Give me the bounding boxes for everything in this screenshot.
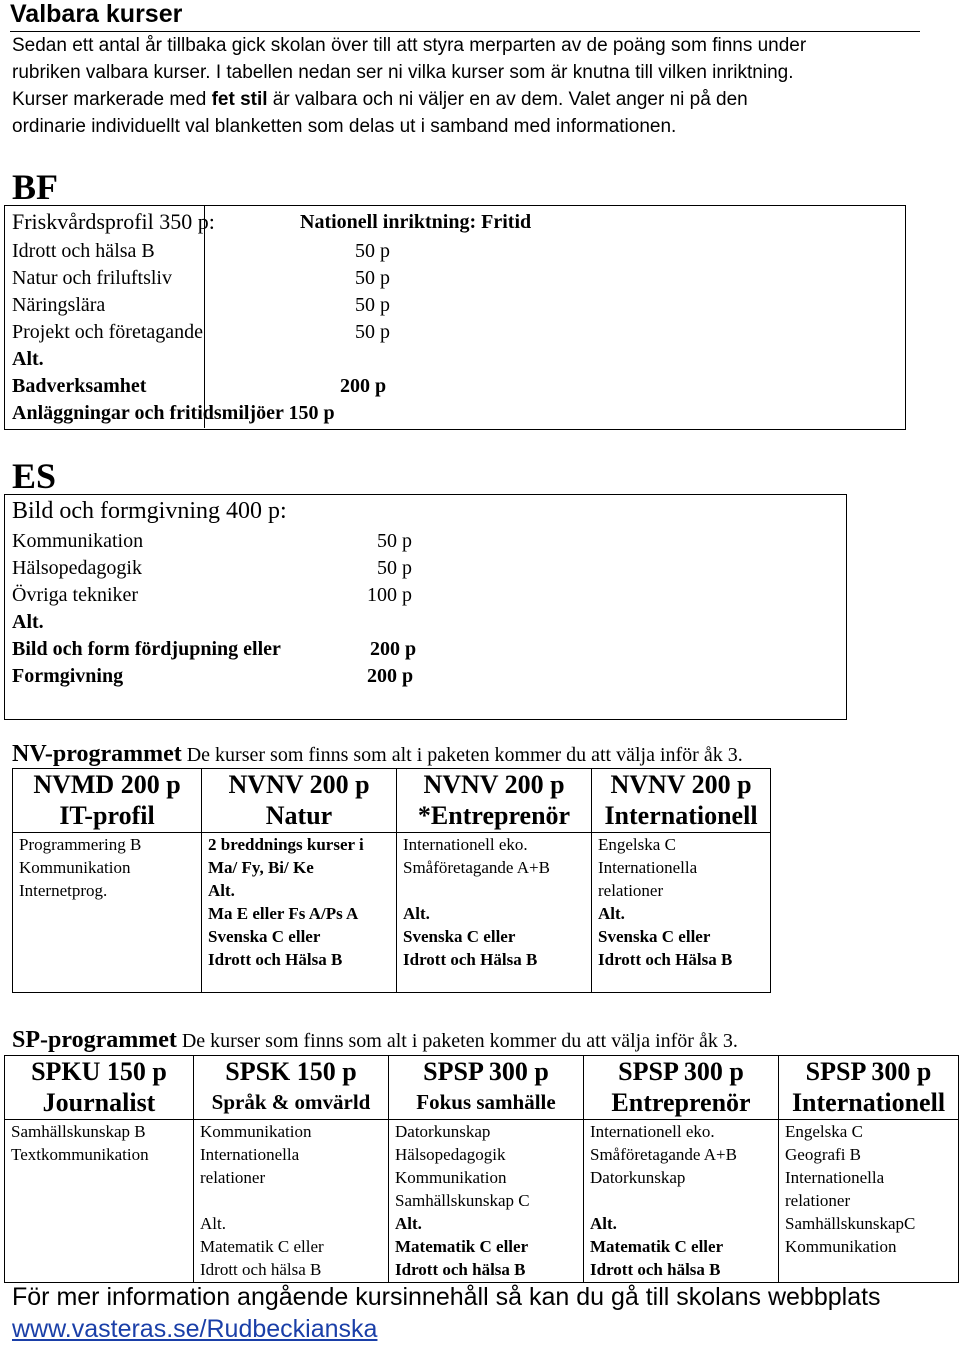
sp-title: SP-programmet bbox=[12, 1027, 177, 1053]
course-line: Matematik C eller bbox=[200, 1237, 324, 1256]
nv-title: NV-programmet bbox=[12, 741, 182, 767]
sp-table bbox=[4, 1055, 959, 1283]
course-line: Idrott och Hälsa B bbox=[598, 950, 733, 969]
course-line: Internationell eko. bbox=[403, 835, 528, 854]
es-profile: Bild och formgivning 400 p: bbox=[12, 498, 287, 524]
course-line: Ma E eller Fs A/Ps A bbox=[208, 904, 359, 923]
sp-course-list bbox=[194, 1120, 389, 1283]
bf-course-points: 50 p bbox=[355, 321, 390, 343]
sp-column-profile: Språk & omvärld bbox=[211, 1090, 371, 1114]
bf-title: BF bbox=[12, 167, 59, 207]
course-line: Alt. bbox=[200, 1214, 226, 1233]
nv-column-header bbox=[397, 769, 592, 833]
course-line: Svenska C eller bbox=[208, 927, 321, 946]
nv-column-code: NVNV 200 p bbox=[423, 770, 565, 799]
bf-orientation: Nationell inriktning: Fritid bbox=[300, 211, 532, 233]
course-line: Samhällskunskap C bbox=[395, 1191, 530, 1210]
course-line: relationer bbox=[200, 1168, 266, 1187]
sp-course-list bbox=[584, 1120, 779, 1283]
course-line bbox=[200, 1189, 382, 1212]
course-line: Internationella bbox=[785, 1168, 885, 1187]
course-line: relationer bbox=[785, 1191, 851, 1210]
nv-note: De kurser som finns som alt i paketen kommer du att välja inför åk 3. bbox=[186, 744, 743, 766]
course-line: Alt. bbox=[395, 1214, 422, 1233]
course-line: Textkommunikation bbox=[11, 1145, 149, 1164]
sp-column-header bbox=[584, 1056, 779, 1120]
nv-column-code: NVNV 200 p bbox=[610, 770, 752, 799]
sp-column-profile: Internationell bbox=[791, 1088, 946, 1117]
es-course-points: 100 p bbox=[367, 584, 412, 606]
sp-column-header bbox=[389, 1056, 584, 1120]
nv-heading bbox=[12, 741, 743, 768]
sp-column-code: SPSP 300 p bbox=[423, 1057, 549, 1086]
nv-column-code: NVNV 200 p bbox=[228, 770, 370, 799]
course-line: Alt. bbox=[403, 904, 430, 923]
nv-column-profile: Internationell bbox=[604, 801, 758, 830]
course-line: Svenska C eller bbox=[598, 927, 711, 946]
course-line: Alt. bbox=[598, 904, 625, 923]
nv-course-list bbox=[592, 833, 771, 993]
course-line: Kommunikation bbox=[785, 1237, 897, 1256]
es-course-name: Övriga tekniker bbox=[12, 584, 139, 606]
course-line: Ma/ Fy, Bi/ Ke bbox=[208, 858, 314, 877]
sp-column-code: SPSP 300 p bbox=[618, 1057, 744, 1086]
course-line: Datorkunskap bbox=[395, 1122, 491, 1141]
course-line: Kommunikation bbox=[200, 1122, 312, 1141]
intro-line: ordinarie individuellt val blanketten som delas ut i samband med informationen. bbox=[12, 116, 677, 137]
nv-column-profile: Natur bbox=[265, 801, 333, 830]
course-line: Engelska C bbox=[598, 835, 676, 854]
course-line: Idrott och hälsa B bbox=[200, 1260, 322, 1279]
sp-column-header bbox=[5, 1056, 194, 1120]
intro-line: rubriken valbara kurser. I tabellen nedan ser ni vilka kurser som är knutna till vilken inriktning. bbox=[12, 62, 794, 83]
intro-text: är valbara och ni väljer en av dem. Valet anger ni på den bbox=[267, 89, 748, 110]
es-alt-course-points: 200 p bbox=[367, 665, 414, 687]
es-box bbox=[4, 494, 847, 720]
intro-line: Sedan ett antal år tillbaka gick skolan över till att styra merparten av de poäng som finns under bbox=[12, 35, 807, 56]
nv-column-header bbox=[202, 769, 397, 833]
bf-alt-course-name: Anläggningar och fritidsmiljöer 150 p bbox=[12, 402, 335, 424]
course-line: Datorkunskap bbox=[590, 1168, 686, 1187]
sp-column-profile: Fokus samhälle bbox=[416, 1090, 556, 1114]
intro-paragraph bbox=[12, 32, 912, 140]
es-alt-course-name: Bild och form fördjupning eller bbox=[12, 638, 281, 660]
sp-column-profile: Entreprenör bbox=[611, 1088, 751, 1117]
es-alt-course-name: Formgivning bbox=[12, 665, 124, 687]
sp-column-code: SPSP 300 p bbox=[805, 1057, 932, 1086]
course-line: Småföretagande A+B bbox=[403, 858, 550, 877]
bf-course-points: 50 p bbox=[355, 267, 390, 289]
sp-course-list bbox=[389, 1120, 584, 1283]
page-title: Valbara kurser bbox=[10, 0, 183, 28]
course-line: Samhällskunskap B bbox=[11, 1122, 146, 1141]
intro-bold-text: fet stil bbox=[211, 89, 268, 110]
sp-column-profile: Journalist bbox=[42, 1088, 156, 1117]
nv-column-profile: *Entreprenör bbox=[417, 801, 571, 830]
course-line: Kommunikation bbox=[19, 858, 131, 877]
es-course-points: 50 p bbox=[377, 530, 412, 552]
course-line: Alt. bbox=[208, 881, 235, 900]
course-line: Engelska C bbox=[785, 1122, 863, 1141]
nv-column-code: NVMD 200 p bbox=[33, 770, 181, 799]
course-line: Matematik C eller bbox=[395, 1237, 529, 1256]
sp-course-list bbox=[5, 1120, 194, 1283]
course-line: Internationella bbox=[598, 858, 698, 877]
bf-course-name: Idrott och hälsa B bbox=[12, 240, 155, 262]
bf-course-points: 50 p bbox=[355, 240, 390, 262]
course-line: Internationella bbox=[200, 1145, 300, 1164]
course-line bbox=[403, 879, 585, 902]
bf-course-name: Natur och friluftsliv bbox=[12, 267, 172, 289]
course-line: Idrott och hälsa B bbox=[590, 1260, 721, 1279]
bf-alt-course-name: Badverksamhet bbox=[12, 375, 147, 397]
bf-profile: Friskvårdsprofil 350 p: bbox=[12, 209, 215, 234]
course-line: Alt. bbox=[590, 1214, 617, 1233]
course-line: Hälsopedagogik bbox=[395, 1145, 506, 1164]
course-line: Idrott och hälsa B bbox=[395, 1260, 526, 1279]
course-line: Internationell eko. bbox=[590, 1122, 715, 1141]
footer bbox=[12, 1281, 881, 1345]
course-line: Matematik C eller bbox=[590, 1237, 724, 1256]
nv-column-header bbox=[13, 769, 202, 833]
sp-note: De kurser som finns som alt i paketen kommer du att välja inför åk 3. bbox=[181, 1030, 738, 1052]
bf-course-points: 50 p bbox=[355, 294, 390, 316]
course-line: relationer bbox=[598, 881, 664, 900]
es-alt-course-points: 200 p bbox=[370, 638, 417, 660]
school-website-link[interactable]: www.vasteras.se/Rudbeckianska bbox=[12, 1315, 378, 1343]
es-course-name: Hälsopedagogik bbox=[12, 557, 142, 579]
course-line: Svenska C eller bbox=[403, 927, 516, 946]
sp-column-code: SPSK 150 p bbox=[225, 1057, 357, 1086]
nv-course-list bbox=[202, 833, 397, 993]
sp-column-code: SPKU 150 p bbox=[31, 1057, 167, 1086]
course-line: Idrott och Hälsa B bbox=[208, 950, 343, 969]
nv-column-header bbox=[592, 769, 771, 833]
intro-text: Kurser markerade med bbox=[12, 89, 212, 110]
course-line: Geografi B bbox=[785, 1145, 862, 1164]
sp-course-list bbox=[779, 1120, 959, 1283]
es-course-points: 50 p bbox=[377, 557, 412, 579]
bf-alt-label: Alt. bbox=[12, 348, 44, 370]
es-title: ES bbox=[12, 456, 57, 496]
sp-heading bbox=[12, 1027, 738, 1054]
course-line: Programmering B bbox=[19, 835, 142, 854]
nv-course-list bbox=[13, 833, 202, 993]
bf-alt-course-points: 200 p bbox=[340, 375, 387, 397]
bf-course-name: Näringslära bbox=[12, 294, 106, 316]
nv-course-list bbox=[397, 833, 592, 993]
footer-text: För mer information angående kursinnehåll så kan du gå till skolans webbplats bbox=[12, 1283, 881, 1311]
sp-column-header bbox=[779, 1056, 959, 1120]
course-line: Idrott och Hälsa B bbox=[403, 950, 538, 969]
intro-line bbox=[12, 86, 912, 113]
course-line: SamhällskunskapC bbox=[785, 1214, 916, 1233]
nv-column-profile: IT-profil bbox=[59, 801, 155, 830]
nv-table bbox=[12, 768, 771, 993]
es-course-name: Kommunikation bbox=[12, 530, 144, 552]
course-line bbox=[590, 1189, 772, 1212]
course-line: 2 breddnings kurser i bbox=[208, 835, 364, 854]
course-line: Internetprog. bbox=[19, 881, 108, 900]
es-alt-label: Alt. bbox=[12, 611, 44, 633]
bf-course-name: Projekt och företagande bbox=[12, 321, 204, 343]
course-line: Kommunikation bbox=[395, 1168, 507, 1187]
sp-column-header bbox=[194, 1056, 389, 1120]
course-line: Småföretagande A+B bbox=[590, 1145, 737, 1164]
